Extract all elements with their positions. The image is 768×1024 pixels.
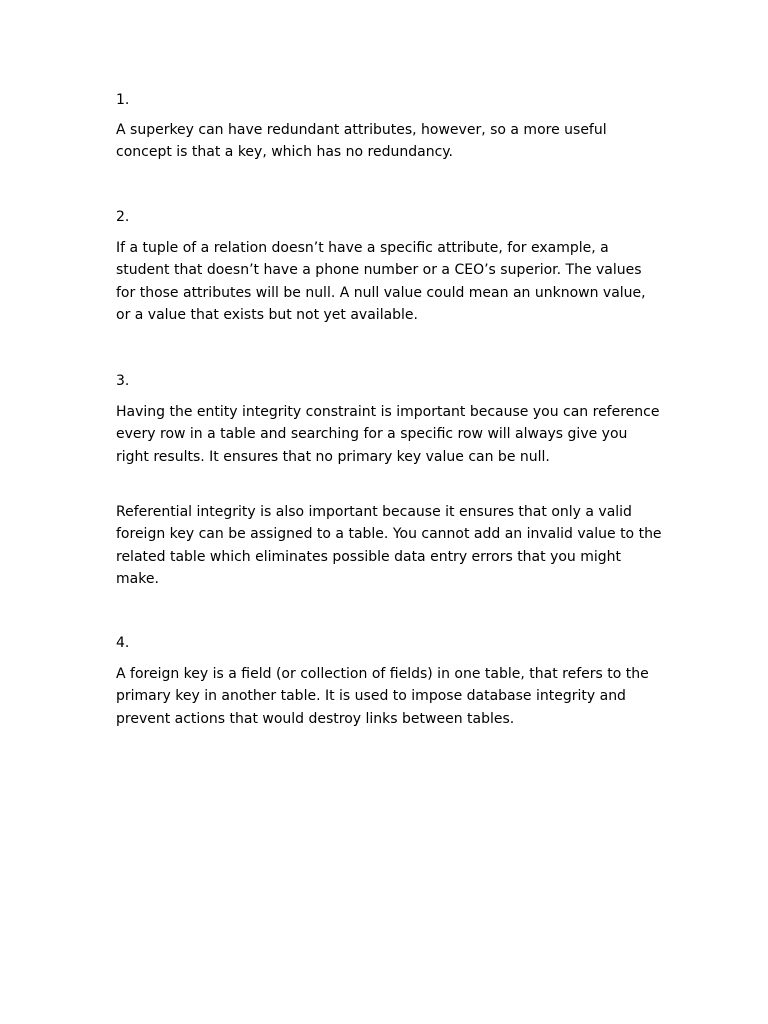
section-4-number: 4. bbox=[116, 635, 130, 651]
section-4-paragraph-1: A foreign key is a field (or collection of fields) in one table, that refers to the primary key in another table. It is used to impose database integrity and prevent actions that would destroy links between tables. bbox=[116, 666, 649, 727]
section-3-paragraph-1: Having the entity integrity constraint is important because you can reference every row in a table and searching for a specific row will always give you right results. It ensures that no primary key value can be null. bbox=[116, 404, 660, 465]
section-3-paragraph-2: Referential integrity is also important because it ensures that only a valid foreign key can be assigned to a table. You cannot add an invalid value to the related table which eliminates possible data entry errors that you might make. bbox=[116, 504, 662, 588]
section-1-number: 1. bbox=[116, 92, 130, 108]
section-1-paragraph-1: A superkey can have redundant attributes, however, so a more useful concept is that a key, which has no redundancy. bbox=[116, 122, 607, 161]
section-2-number: 2. bbox=[116, 209, 130, 225]
section-2-paragraph-1: If a tuple of a relation doesn’t have a specific attribute, for example, a student that doesn’t have a phone number or a CEO’s superior. The values for those attributes will be null. A null value could mean an unknown value, or a value that exists but not yet available. bbox=[116, 240, 646, 324]
section-3-number: 3. bbox=[116, 373, 130, 389]
